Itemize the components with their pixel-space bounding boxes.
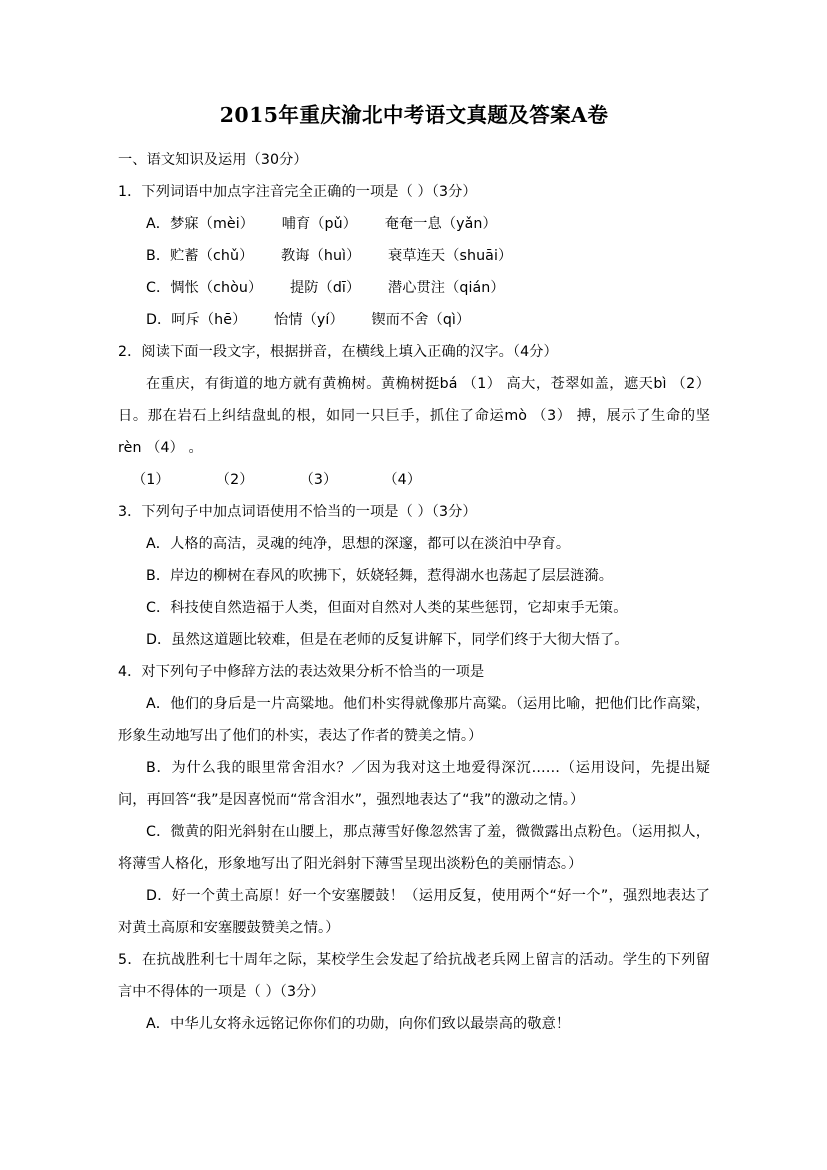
- question-3-option-d[interactable]: D．虽然这道题比较难，但是在老师的反复讲解下，同学们终于大彻大悟了。: [146, 632, 629, 648]
- question-5-option-a[interactable]: A．中华儿女将永远铭记你你们的功勋，向你们致以最崇高的敬意！: [146, 1016, 571, 1032]
- question-3-option-a[interactable]: A．人格的高洁，灵魂的纯净，思想的深邃，都可以在淡泊中孕育。: [146, 536, 571, 552]
- question-2-stem: 2．阅读下面一段文字，根据拼音，在横线上填入正确的汉字。（4分）: [118, 344, 558, 360]
- question-3-option-b[interactable]: B．岸边的柳树在春风的吹拂下，妖娆轻舞，惹得湖水也荡起了层层涟漪。: [146, 568, 614, 584]
- document-body: [118, 100, 710, 1040]
- question-1-option-b[interactable]: B．贮蓄（chǔ） 教诲（huì） 衰草连天（shuāi）: [146, 248, 513, 264]
- question-5-stem: 5．在抗战胜利七十周年之际，某校学生会发起了给抗战老兵网上留言的活动。学生的下列留言中不得体的一项是（ ）（3分）: [118, 952, 710, 1000]
- question-4-option-a[interactable]: A．他们的身后是一片高粱地。他们朴实得就像那片高粱。（运用比喻，把他们比作高粱，形象生动地写出了他们的朴实，表达了作者的赞美之情。）: [118, 696, 710, 744]
- question-4-option-d[interactable]: D．好一个黄土高原！好一个安塞腰鼓！（运用反复，使用两个“好一个”，强烈地表达了对黄土高原和安塞腰鼓赞美之情。）: [118, 888, 710, 936]
- section-heading-part-one: 一、语文知识及运用（30分）: [118, 152, 308, 168]
- question-2-passage: 在重庆，有街道的地方就有黄桷树。黄桷树挺bá （1） 高大，苍翠如盖，遮天bì （2） 日。那在岩石上纠结盘虬的根，如同一只巨手，抓住了命运mò （3） 搏，展示了生命的坚rèn （4） 。: [118, 376, 710, 456]
- page-title: 2015年重庆渝北中考语文真题及答案A卷: [219, 103, 609, 127]
- question-3-stem: 3．下列句子中加点词语使用不恰当的一项是（ ）（3分）: [118, 504, 477, 520]
- question-1-option-c[interactable]: C．惆怅（chòu） 提防（dī） 潜心贯注（qián）: [146, 280, 505, 296]
- question-4-option-b[interactable]: B．为什么我的眼里常舍泪水？／因为我对这土地爱得深沉……（运用设问，先提出疑问，再回答“我”是因喜悦而“常含泪水”，强烈地表达了“我”的激动之情。）: [118, 760, 710, 808]
- question-1-stem: 1．下列词语中加点字注音完全正确的一项是（ ）（3分）: [118, 184, 477, 200]
- question-3-option-c[interactable]: C．科技使自然造福于人类，但面对自然对人类的某些惩罚，它却束手无策。: [146, 600, 628, 616]
- question-2-answer-blanks[interactable]: （1） （2） （3） （4）: [132, 472, 422, 488]
- question-1-option-d[interactable]: D．呵斥（hē） 怡情（yí） 锲而不舍（qì）: [146, 312, 471, 328]
- question-1-option-a[interactable]: A．梦寐（mèi） 哺育（pǔ） 奄奄一息（yǎn）: [146, 216, 497, 232]
- question-4-option-c[interactable]: C．微黄的阳光斜射在山腰上，那点薄雪好像忽然害了羞，微微露出点粉色。（运用拟人，将薄雪人格化，形象地写出了阳光斜射下薄雪呈现出淡粉色的美丽情态。）: [118, 824, 710, 872]
- question-4-stem: 4．对下列句子中修辞方法的表达效果分析不恰当的一项是: [118, 664, 485, 680]
